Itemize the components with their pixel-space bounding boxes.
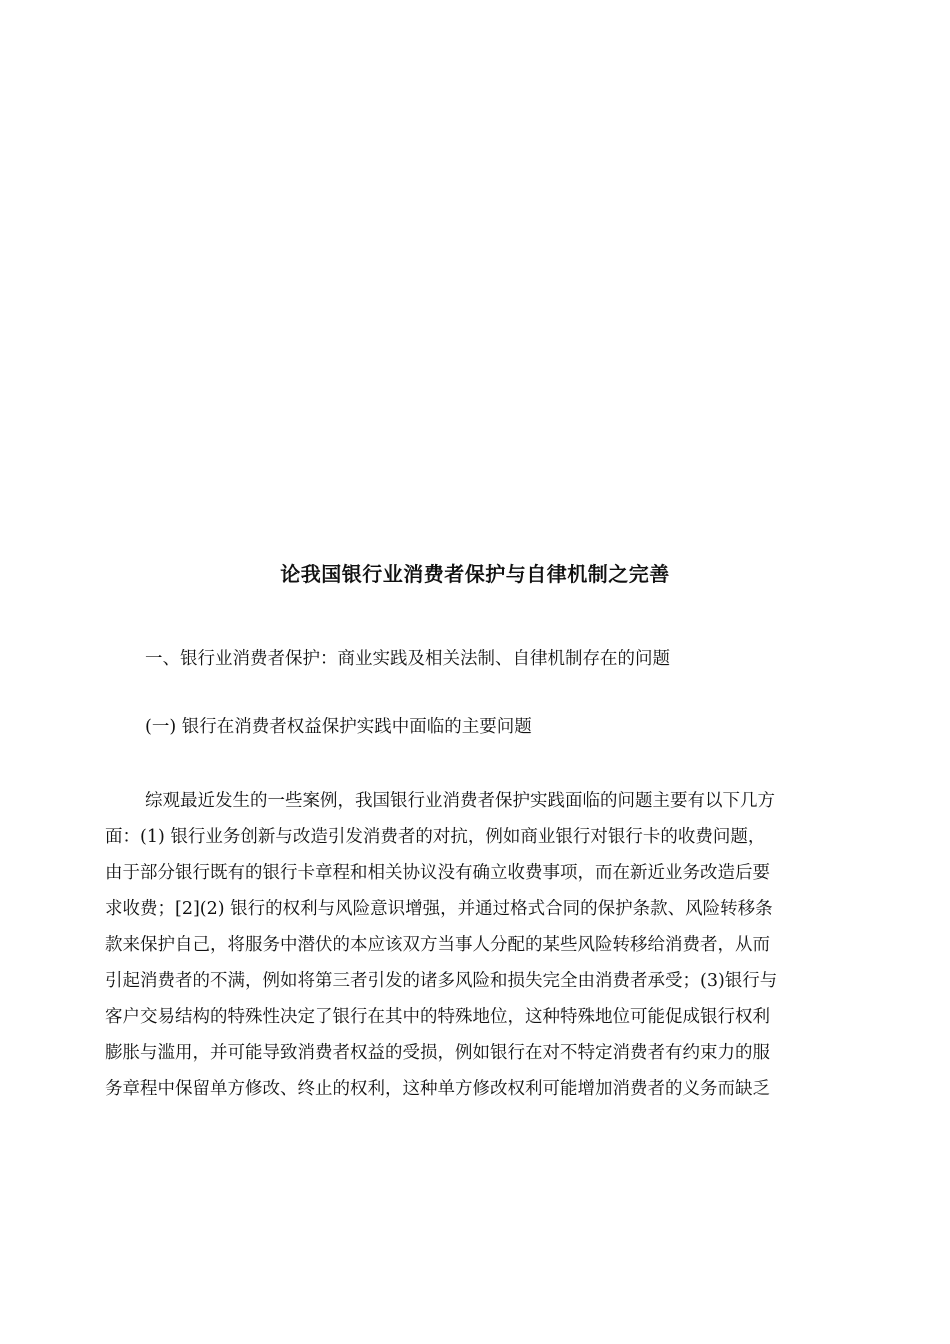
- paragraph-line: 款来保护自己，将服务中潜伏的本应该双方当事人分配的某些风险转移给消费者，从而: [105, 935, 770, 955]
- paragraph-line: 面：(1) 银行业务创新与改造引发消费者的对抗，例如商业银行对银行卡的收费问题，: [105, 827, 766, 847]
- paragraph-line: 客户交易结构的特殊性决定了银行在其中的特殊地位，这种特殊地位可能促成银行权利: [105, 1007, 770, 1027]
- subsection-heading: (一) 银行在消费者权益保护实践中面临的主要问题: [145, 717, 532, 737]
- section-heading: 一、银行业消费者保护：商业实践及相关法制、自律机制存在的问题: [145, 649, 670, 669]
- paragraph-line: 由于部分银行既有的银行卡章程和相关协议没有确立收费事项，而在新近业务改造后要: [105, 863, 770, 883]
- paragraph-line: 膨胀与滥用，并可能导致消费者权益的受损，例如银行在对不特定消费者有约束力的服: [105, 1043, 770, 1063]
- document-title: 论我国银行业消费者保护与自律机制之完善: [280, 562, 670, 586]
- body-paragraph: [105, 783, 845, 1107]
- paragraph-line: 综观最近发生的一些案例，我国银行业消费者保护实践面临的问题主要有以下几方: [145, 791, 775, 811]
- paragraph-line: 引起消费者的不满，例如将第三者引发的诸多风险和损失完全由消费者承受；(3)银行与: [105, 971, 778, 991]
- paragraph-line: 务章程中保留单方修改、终止的权利，这种单方修改权利可能增加消费者的义务而缺乏: [105, 1079, 770, 1099]
- paragraph-line: 求收费；[2](2) 银行的权利与风险意识增强，并通过格式合同的保护条款、风险转移条: [105, 899, 773, 919]
